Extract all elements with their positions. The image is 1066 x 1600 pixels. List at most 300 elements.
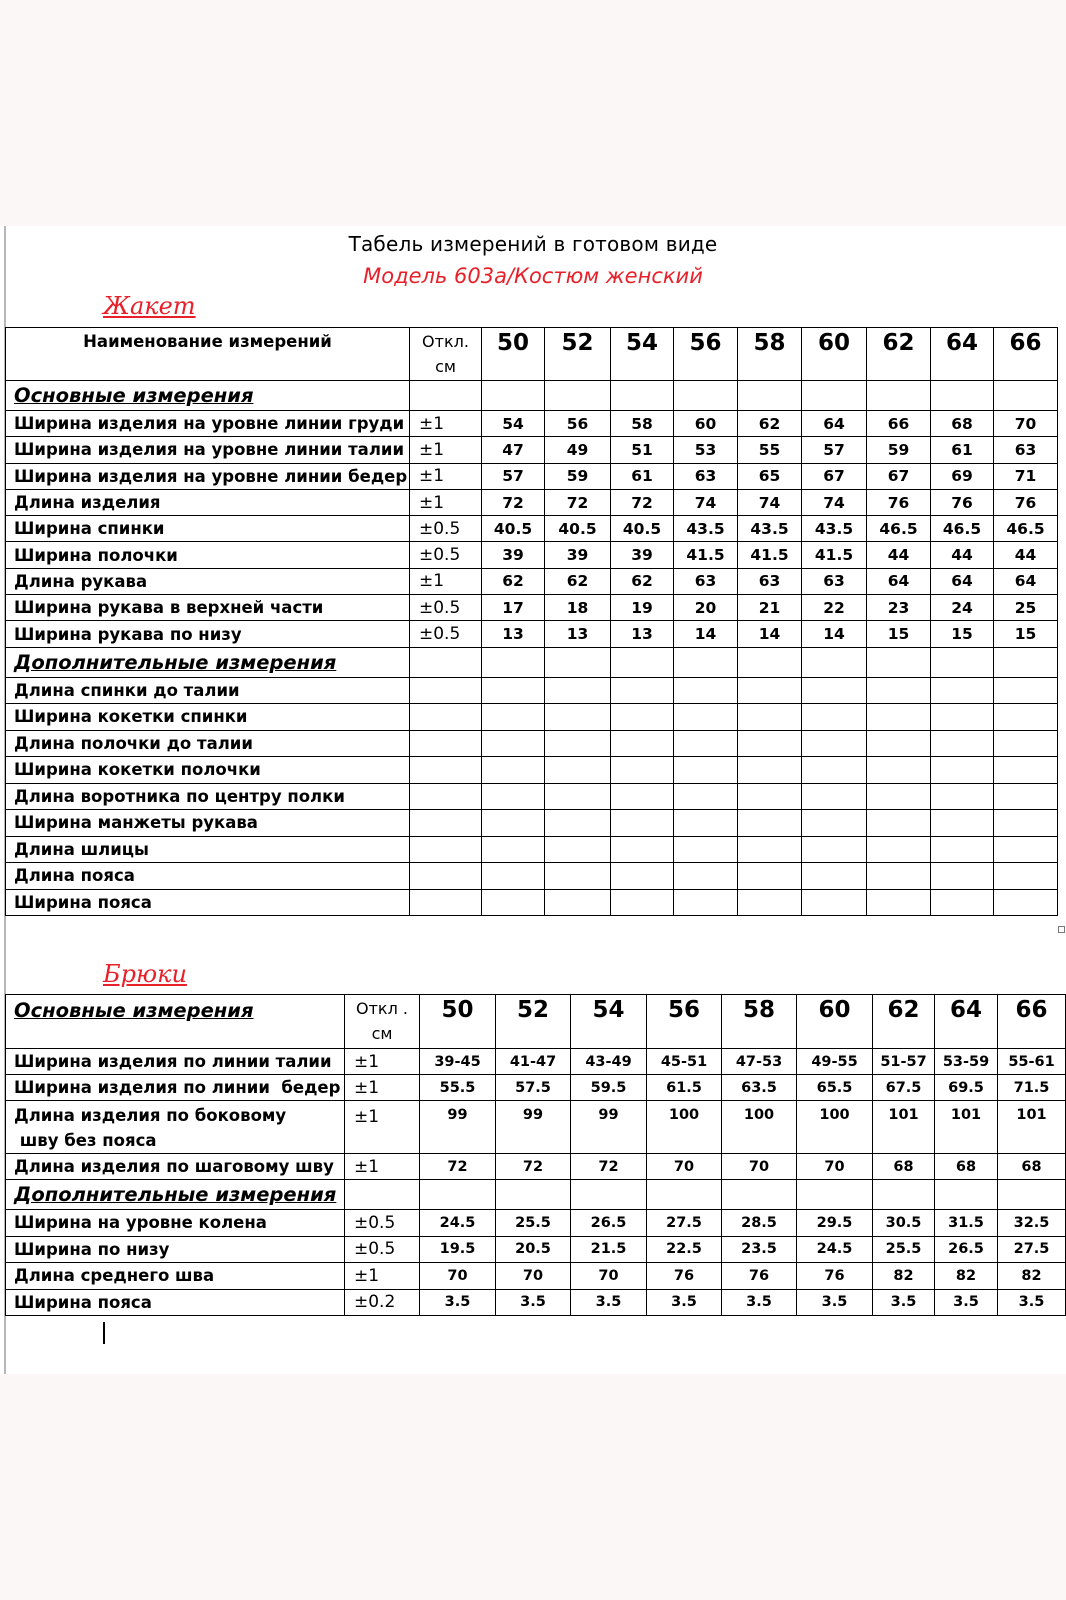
empty-cell	[545, 730, 611, 757]
measurement-value: 58	[611, 411, 674, 437]
empty-cell	[611, 757, 674, 784]
empty-cell	[867, 757, 931, 784]
measurement-value: 49-55	[797, 1049, 873, 1075]
measurement-value: 22	[802, 595, 867, 621]
table-row	[6, 542, 1058, 568]
measurement-value: 46.5	[867, 516, 931, 542]
measurement-value: 20.5	[496, 1236, 571, 1263]
measurement-name: Ширина пояса	[6, 889, 410, 916]
measurement-value: 74	[802, 489, 867, 515]
empty-cell	[674, 836, 738, 863]
empty-cell	[545, 677, 611, 704]
empty-cell	[931, 783, 994, 810]
empty-cell	[545, 647, 611, 677]
measurement-value: 72	[482, 489, 545, 515]
measurement-value: 74	[738, 489, 802, 515]
measurement-name: Ширина кокетки полочки	[6, 757, 410, 784]
measurement-value: 32.5	[998, 1210, 1066, 1237]
document-title: Табель измерений в готовом виде	[348, 232, 718, 256]
empty-cell	[802, 757, 867, 784]
measurement-value: 3.5	[722, 1289, 797, 1316]
jacket-section-label: Жакет	[103, 292, 196, 320]
measurement-value: 60	[674, 411, 738, 437]
measurement-value: 63	[802, 568, 867, 594]
size-header: 54	[611, 328, 674, 381]
empty-cell	[410, 381, 482, 411]
measurement-value: 41.5	[802, 542, 867, 568]
measurement-value: 70	[571, 1263, 647, 1290]
table-row	[6, 1154, 1066, 1180]
empty-cell	[545, 810, 611, 837]
empty-cell	[931, 836, 994, 863]
measurement-name: Ширина по низу	[6, 1236, 345, 1263]
measurement-value: 63	[674, 463, 738, 489]
measurement-value: 24.5	[420, 1210, 496, 1237]
measurement-value: 43-49	[571, 1049, 647, 1075]
measurement-value: 61	[611, 463, 674, 489]
measurement-value: 99	[420, 1101, 496, 1154]
measurement-value: 61.5	[647, 1075, 722, 1101]
empty-cell	[867, 863, 931, 890]
tolerance-value: ±1	[345, 1263, 420, 1290]
empty-cell	[738, 810, 802, 837]
empty-cell	[611, 381, 674, 411]
tolerance-header	[345, 995, 420, 1049]
tolerance-header-line1: Откл.	[422, 332, 469, 351]
empty-cell	[867, 889, 931, 916]
empty-cell	[410, 677, 482, 704]
measurement-value: 76	[867, 489, 931, 515]
measurement-value: 39	[482, 542, 545, 568]
measurement-name: Ширина манжеты рукава	[6, 810, 410, 837]
empty-cell	[994, 783, 1058, 810]
measurement-value: 82	[873, 1263, 935, 1290]
measurement-value: 59	[545, 463, 611, 489]
empty-cell	[674, 381, 738, 411]
measurement-value: 15	[867, 621, 931, 647]
table-row	[6, 677, 1058, 704]
empty-cell	[738, 783, 802, 810]
measurement-name	[6, 1101, 345, 1154]
measurement-value: 3.5	[873, 1289, 935, 1316]
empty-cell	[931, 677, 994, 704]
empty-cell	[611, 889, 674, 916]
measurement-value: 3.5	[647, 1289, 722, 1316]
empty-cell	[571, 1180, 647, 1210]
size-header: 58	[722, 995, 797, 1049]
empty-cell	[738, 704, 802, 731]
table-row	[6, 1263, 1066, 1290]
empty-cell	[738, 863, 802, 890]
empty-cell	[545, 783, 611, 810]
table-row	[6, 595, 1058, 621]
measurement-value: 69.5	[935, 1075, 998, 1101]
empty-cell	[994, 730, 1058, 757]
measurement-value: 100	[797, 1101, 873, 1154]
measurement-value: 41.5	[674, 542, 738, 568]
tolerance-value: ±1	[345, 1101, 420, 1154]
tolerance-value: ±0.5	[345, 1210, 420, 1237]
measurement-value: 14	[738, 621, 802, 647]
measurement-name: Ширина изделия на уровне линии груди	[6, 411, 410, 437]
empty-cell	[482, 677, 545, 704]
measurement-value: 64	[931, 568, 994, 594]
trousers-section-extra-row	[6, 1180, 1066, 1210]
empty-cell	[482, 704, 545, 731]
size-header: 52	[496, 995, 571, 1049]
empty-cell	[674, 647, 738, 677]
measurement-value: 18	[545, 595, 611, 621]
measurement-value: 101	[935, 1101, 998, 1154]
size-header: 62	[873, 995, 935, 1049]
empty-cell	[867, 677, 931, 704]
measurement-value: 57.5	[496, 1075, 571, 1101]
tolerance-value: ±1	[345, 1154, 420, 1180]
measurement-value: 76	[647, 1263, 722, 1290]
measurement-value: 13	[545, 621, 611, 647]
empty-cell	[410, 730, 482, 757]
empty-cell	[994, 863, 1058, 890]
size-header: 56	[647, 995, 722, 1049]
measurement-value: 71	[994, 463, 1058, 489]
empty-cell	[345, 1180, 420, 1210]
section-heading-main: Основные измерения	[6, 995, 345, 1049]
measurement-value: 71.5	[998, 1075, 1066, 1101]
empty-cell	[867, 783, 931, 810]
table-row	[6, 437, 1058, 463]
table-row	[6, 516, 1058, 542]
measurement-value: 53-59	[935, 1049, 998, 1075]
empty-cell	[410, 783, 482, 810]
empty-cell	[931, 381, 994, 411]
measurement-value: 70	[994, 411, 1058, 437]
empty-cell	[931, 889, 994, 916]
tolerance-value: ±0.5	[410, 595, 482, 621]
measurement-value: 15	[931, 621, 994, 647]
measurement-value: 25.5	[496, 1210, 571, 1237]
measurement-value: 3.5	[420, 1289, 496, 1316]
table-row	[6, 1049, 1066, 1075]
measurement-value: 62	[482, 568, 545, 594]
empty-cell	[674, 889, 738, 916]
empty-cell	[611, 677, 674, 704]
empty-cell	[545, 381, 611, 411]
empty-cell	[545, 836, 611, 863]
measurement-name: Ширина изделия на уровне линии талии	[6, 437, 410, 463]
measurement-value: 19.5	[420, 1236, 496, 1263]
measurement-value: 68	[935, 1154, 998, 1180]
measurement-value: 31.5	[935, 1210, 998, 1237]
tolerance-value: ±0.5	[410, 516, 482, 542]
table-row	[6, 810, 1058, 837]
measurement-value: 26.5	[935, 1236, 998, 1263]
measurement-value: 21	[738, 595, 802, 621]
measurement-value: 72	[545, 489, 611, 515]
empty-cell	[994, 757, 1058, 784]
measurement-name-header: Наименование измерений	[6, 328, 410, 381]
table-resize-handle[interactable]	[1058, 926, 1065, 933]
empty-cell	[738, 730, 802, 757]
measurement-value: 41-47	[496, 1049, 571, 1075]
measurement-value: 17	[482, 595, 545, 621]
empty-cell	[722, 1180, 797, 1210]
size-header: 52	[545, 328, 611, 381]
empty-cell	[994, 810, 1058, 837]
table-row	[6, 757, 1058, 784]
measurement-value: 26.5	[571, 1210, 647, 1237]
measurement-name: Длина изделия	[6, 489, 410, 515]
measurement-value: 46.5	[994, 516, 1058, 542]
empty-cell	[674, 757, 738, 784]
tolerance-value: ±1	[410, 411, 482, 437]
measurement-value: 25.5	[873, 1236, 935, 1263]
size-header: 56	[674, 328, 738, 381]
size-header: 58	[738, 328, 802, 381]
measurement-value: 51-57	[873, 1049, 935, 1075]
tolerance-value: ±0.5	[410, 621, 482, 647]
tolerance-header-line2: см	[371, 1024, 393, 1043]
empty-cell	[802, 704, 867, 731]
measurement-value: 3.5	[797, 1289, 873, 1316]
measurement-value: 68	[931, 411, 994, 437]
measurement-value: 28.5	[722, 1210, 797, 1237]
measurement-value: 70	[496, 1263, 571, 1290]
size-header: 62	[867, 328, 931, 381]
measurement-name-line1: Длина изделия по боковому	[14, 1106, 287, 1125]
measurement-name: Длина воротника по центру полки	[6, 783, 410, 810]
empty-cell	[802, 381, 867, 411]
measurement-value: 70	[797, 1154, 873, 1180]
measurement-value: 55	[738, 437, 802, 463]
measurement-value: 82	[998, 1263, 1066, 1290]
measurement-value: 3.5	[998, 1289, 1066, 1316]
measurement-value: 59	[867, 437, 931, 463]
empty-cell	[410, 704, 482, 731]
measurement-value: 56	[545, 411, 611, 437]
table-row	[6, 621, 1058, 647]
measurement-value: 101	[873, 1101, 935, 1154]
measurement-value: 72	[571, 1154, 647, 1180]
measurement-value: 40.5	[482, 516, 545, 542]
empty-cell	[738, 757, 802, 784]
measurement-value: 39-45	[420, 1049, 496, 1075]
jacket-section-main-row	[6, 381, 1058, 411]
measurement-value: 70	[722, 1154, 797, 1180]
measurement-value: 67.5	[873, 1075, 935, 1101]
empty-cell	[410, 889, 482, 916]
measurement-value: 27.5	[998, 1236, 1066, 1263]
empty-cell	[611, 863, 674, 890]
measurement-value: 64	[867, 568, 931, 594]
empty-cell	[935, 1180, 998, 1210]
measurement-value: 49	[545, 437, 611, 463]
measurement-value: 41.5	[738, 542, 802, 568]
measurement-value: 40.5	[545, 516, 611, 542]
measurement-name: Длина среднего шва	[6, 1263, 345, 1290]
measurement-value: 63.5	[722, 1075, 797, 1101]
size-header: 66	[994, 328, 1058, 381]
empty-cell	[545, 863, 611, 890]
empty-cell	[611, 647, 674, 677]
empty-cell	[797, 1180, 873, 1210]
section-heading-extra: Дополнительные измерения	[6, 647, 410, 677]
measurement-value: 3.5	[496, 1289, 571, 1316]
measurement-value: 23	[867, 595, 931, 621]
empty-cell	[482, 757, 545, 784]
measurement-value: 47	[482, 437, 545, 463]
size-header: 64	[935, 995, 998, 1049]
empty-cell	[482, 863, 545, 890]
table-row	[6, 463, 1058, 489]
measurement-value: 72	[611, 489, 674, 515]
empty-cell	[545, 757, 611, 784]
measurement-name: Длина изделия по шаговому шву	[6, 1154, 345, 1180]
measurement-value: 100	[647, 1101, 722, 1154]
measurement-value: 43.5	[738, 516, 802, 542]
empty-cell	[931, 810, 994, 837]
empty-cell	[867, 381, 931, 411]
empty-cell	[611, 810, 674, 837]
jacket-header-row	[6, 328, 1058, 381]
measurement-value: 3.5	[571, 1289, 647, 1316]
trousers-section-label: Брюки	[103, 960, 187, 988]
text-cursor	[103, 1322, 105, 1344]
table-row	[6, 1289, 1066, 1316]
empty-cell	[802, 889, 867, 916]
measurement-value: 24.5	[797, 1236, 873, 1263]
empty-cell	[482, 647, 545, 677]
measurement-name: Ширина спинки	[6, 516, 410, 542]
measurement-value: 100	[722, 1101, 797, 1154]
tolerance-value: ±0.2	[345, 1289, 420, 1316]
empty-cell	[867, 810, 931, 837]
tolerance-header	[410, 328, 482, 381]
measurement-value: 44	[867, 542, 931, 568]
measurement-name: Длина полочки до талии	[6, 730, 410, 757]
empty-cell	[994, 704, 1058, 731]
tolerance-value: ±1	[345, 1075, 420, 1101]
measurement-value: 62	[738, 411, 802, 437]
measurement-value: 65	[738, 463, 802, 489]
measurement-value: 67	[802, 463, 867, 489]
table-row	[6, 730, 1058, 757]
empty-cell	[482, 810, 545, 837]
measurement-name: Длина рукава	[6, 568, 410, 594]
trousers-measurements-table	[5, 994, 1066, 1316]
empty-cell	[674, 704, 738, 731]
empty-cell	[802, 810, 867, 837]
tolerance-value: ±1	[410, 568, 482, 594]
measurement-name: Ширина кокетки спинки	[6, 704, 410, 731]
empty-cell	[738, 889, 802, 916]
empty-cell	[410, 647, 482, 677]
table-row	[6, 863, 1058, 890]
measurement-value: 101	[998, 1101, 1066, 1154]
size-header: 50	[482, 328, 545, 381]
empty-cell	[420, 1180, 496, 1210]
measurement-value: 54	[482, 411, 545, 437]
measurement-name: Ширина рукава по низу	[6, 621, 410, 647]
measurement-name: Ширина пояса	[6, 1289, 345, 1316]
measurement-name: Ширина полочки	[6, 542, 410, 568]
measurement-value: 76	[797, 1263, 873, 1290]
empty-cell	[674, 783, 738, 810]
measurement-value: 43.5	[674, 516, 738, 542]
measurement-value: 99	[571, 1101, 647, 1154]
tolerance-value: ±0.5	[410, 542, 482, 568]
measurement-value: 82	[935, 1263, 998, 1290]
empty-cell	[802, 730, 867, 757]
empty-cell	[410, 757, 482, 784]
measurement-value: 55.5	[420, 1075, 496, 1101]
tolerance-value: ±1	[410, 463, 482, 489]
measurement-value: 13	[482, 621, 545, 647]
empty-cell	[674, 730, 738, 757]
empty-cell	[994, 836, 1058, 863]
empty-cell	[931, 757, 994, 784]
measurement-value: 61	[931, 437, 994, 463]
empty-cell	[802, 863, 867, 890]
table-row	[6, 783, 1058, 810]
measurement-value: 44	[994, 542, 1058, 568]
empty-cell	[998, 1180, 1066, 1210]
size-header: 60	[802, 328, 867, 381]
measurement-value: 64	[994, 568, 1058, 594]
measurement-value: 70	[420, 1263, 496, 1290]
measurement-value: 46.5	[931, 516, 994, 542]
empty-cell	[482, 889, 545, 916]
empty-cell	[931, 704, 994, 731]
size-header: 66	[998, 995, 1066, 1049]
measurement-name: Ширина изделия на уровне линии бедер	[6, 463, 410, 489]
tolerance-value: ±1	[410, 437, 482, 463]
empty-cell	[738, 647, 802, 677]
measurement-value: 74	[674, 489, 738, 515]
empty-cell	[873, 1180, 935, 1210]
measurement-value: 44	[931, 542, 994, 568]
measurement-value: 24	[931, 595, 994, 621]
measurement-value: 19	[611, 595, 674, 621]
measurement-value: 76	[931, 489, 994, 515]
measurement-value: 62	[611, 568, 674, 594]
empty-cell	[647, 1180, 722, 1210]
empty-cell	[931, 863, 994, 890]
empty-cell	[738, 677, 802, 704]
measurement-value: 64	[802, 411, 867, 437]
empty-cell	[482, 783, 545, 810]
measurement-value: 70	[647, 1154, 722, 1180]
size-header: 50	[420, 995, 496, 1049]
table-row	[6, 1101, 1066, 1154]
empty-cell	[802, 677, 867, 704]
measurement-value: 55-61	[998, 1049, 1066, 1075]
table-row	[6, 1210, 1066, 1237]
empty-cell	[545, 704, 611, 731]
empty-cell	[738, 381, 802, 411]
empty-cell	[994, 647, 1058, 677]
empty-cell	[545, 889, 611, 916]
empty-cell	[611, 783, 674, 810]
table-row	[6, 1075, 1066, 1101]
measurement-value: 63	[674, 568, 738, 594]
empty-cell	[738, 836, 802, 863]
empty-cell	[867, 836, 931, 863]
measurement-value: 66	[867, 411, 931, 437]
size-header: 64	[931, 328, 994, 381]
tolerance-header-line1: Откл .	[356, 999, 408, 1018]
measurement-value: 22.5	[647, 1236, 722, 1263]
measurement-value: 27.5	[647, 1210, 722, 1237]
